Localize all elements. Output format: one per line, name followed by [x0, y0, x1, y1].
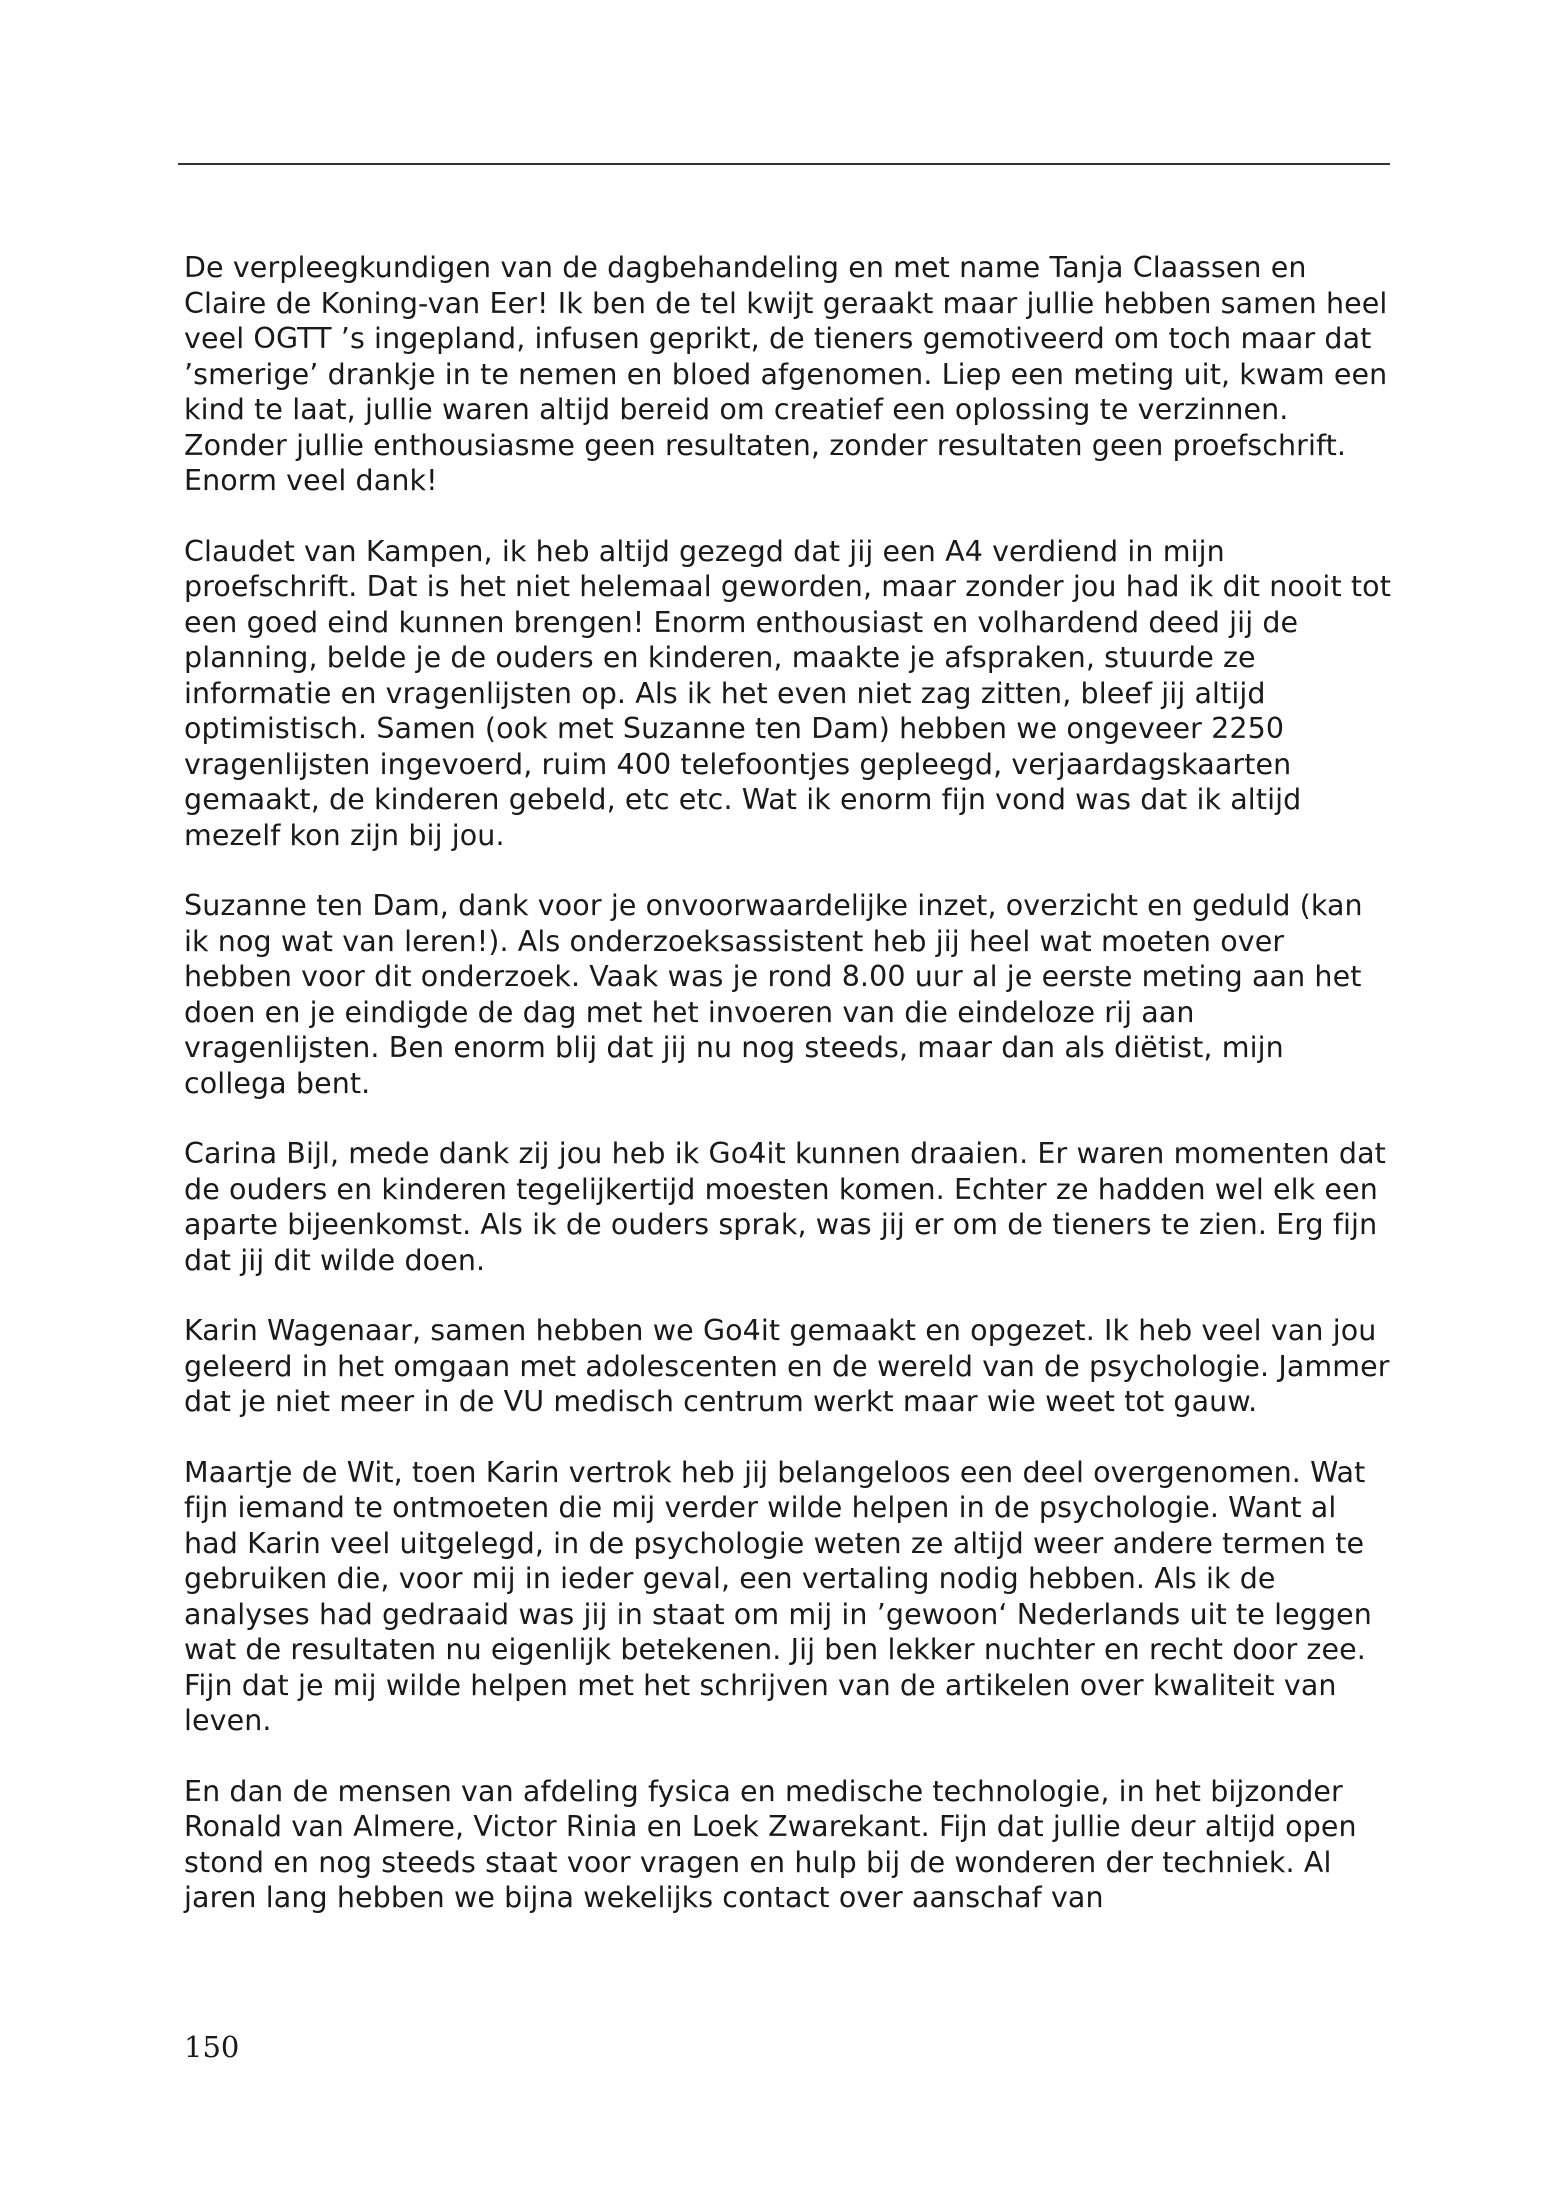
paragraph-dagbehandeling: De verpleegkundigen van de dagbehandeling en met name Tanja Claassen en Claire de Koning-van Eer! Ik ben de tel kwijt geraakt maar jullie hebben samen heel veel OGTT ’s ingepland, infusen geprikt, de tieners gemotiveerd om toch maar dat ’smerige’ drankje in te nemen en bloed afgenomen. Liep een meting uit, kwam een kind te laat, jullie waren altijd bereid om creatief een oplossing te verzinnen. Zonder jullie enthousiasme geen resultaten, zonder resultaten geen proefschrift. Enorm veel dank!	[184, 251, 1388, 497]
paragraph-fysica: En dan de mensen van afdeling fysica en medische technologie, in het bijzonder Ronald van Almere, Victor Rinia en Loek Zwarekant. Fijn dat jullie deur altijd open stond en nog steeds staat voor vragen en hulp bij de wonderen der techniek. Al jaren lang hebben we bijna wekelijks contact over aanschaf van	[184, 1774, 1357, 1914]
header-rule	[178, 163, 1390, 165]
paragraph-suzanne: Suzanne ten Dam, dank voor je onvoorwaardelijke inzet, overzicht en geduld (kan ik nog wat van leren!). Als onderzoeksassistent heb jij heel wat moeten over hebben voor dit onderzoek. Vaak was je rond 8.00 uur al je eerste meting aan het doen en je eindigde de dag met het invoeren van die eindeloze rij aan vragenlijsten. Ben enorm blij dat jij nu nog steeds, maar dan als diëtist, mijn collega bent.	[184, 889, 1363, 1100]
paragraph-karin: Karin Wagenaar, samen hebben we Go4it gemaakt en opgezet. Ik heb veel van jou geleerd in het omgaan met adolescenten en de wereld van de psychologie. Jammer dat je niet meer in de VU medisch centrum werkt maar wie weet tot gauw.	[184, 1314, 1390, 1418]
paragraph-carina: Carina Bijl, mede dank zij jou heb ik Go4it kunnen draaien. Er waren momenten dat de ouders en kinderen tegelijkertijd moesten komen. Echter ze hadden wel elk een aparte bijeenkomst. Als ik de ouders sprak, was jij er om de tieners te zien. Erg fijn dat jij dit wilde doen.	[184, 1137, 1386, 1277]
paragraph-claudet: Claudet van Kampen, ik heb altijd gezegd dat jij een A4 verdiend in mijn proefschrift. Dat is het niet helemaal geworden, maar zonder jou had ik dit nooit tot een goed eind kunnen brengen! Enorm enthousiast en volhardend deed jij de planning, belde je de ouders en kinderen, maakte je afspraken, stuurde ze informatie en vragenlijsten op. Als ik het even niet zag zitten, bleef jij altijd optimistisch. Samen (ook met Suzanne ten Dam) hebben we ongeveer 2250 vragenlijsten ingevoerd, ruim 400 telefoontjes gepleegd, verjaardagskaarten gemaakt, de kinderen gebeld, etc etc. Wat ik enorm fijn vond was dat ik altijd mezelf kon zijn bij jou.	[184, 534, 1391, 852]
page-number: 150	[184, 2030, 240, 2064]
paragraph-maartje: Maartje de Wit, toen Karin vertrok heb jij belangeloos een deel overgenomen. Wat fijn iemand te ontmoeten die mij verder wilde helpen in de psychologie. Want al had Karin veel uitgelegd, in de psychologie weten ze altijd weer andere termen te gebruiken die, voor mij in ieder geval, een vertaling nodig hebben. Als ik de analyses had gedraaid was jij in staat om mij in ’gewoon‘ Nederlands uit te leggen wat de resultaten nu eigenlijk betekenen. Jij ben lekker nuchter en recht door zee. Fijn dat je mij wilde helpen met het schrijven van de artikelen over kwaliteit van leven.	[184, 1455, 1372, 1737]
document-body	[184, 250, 1394, 1951]
